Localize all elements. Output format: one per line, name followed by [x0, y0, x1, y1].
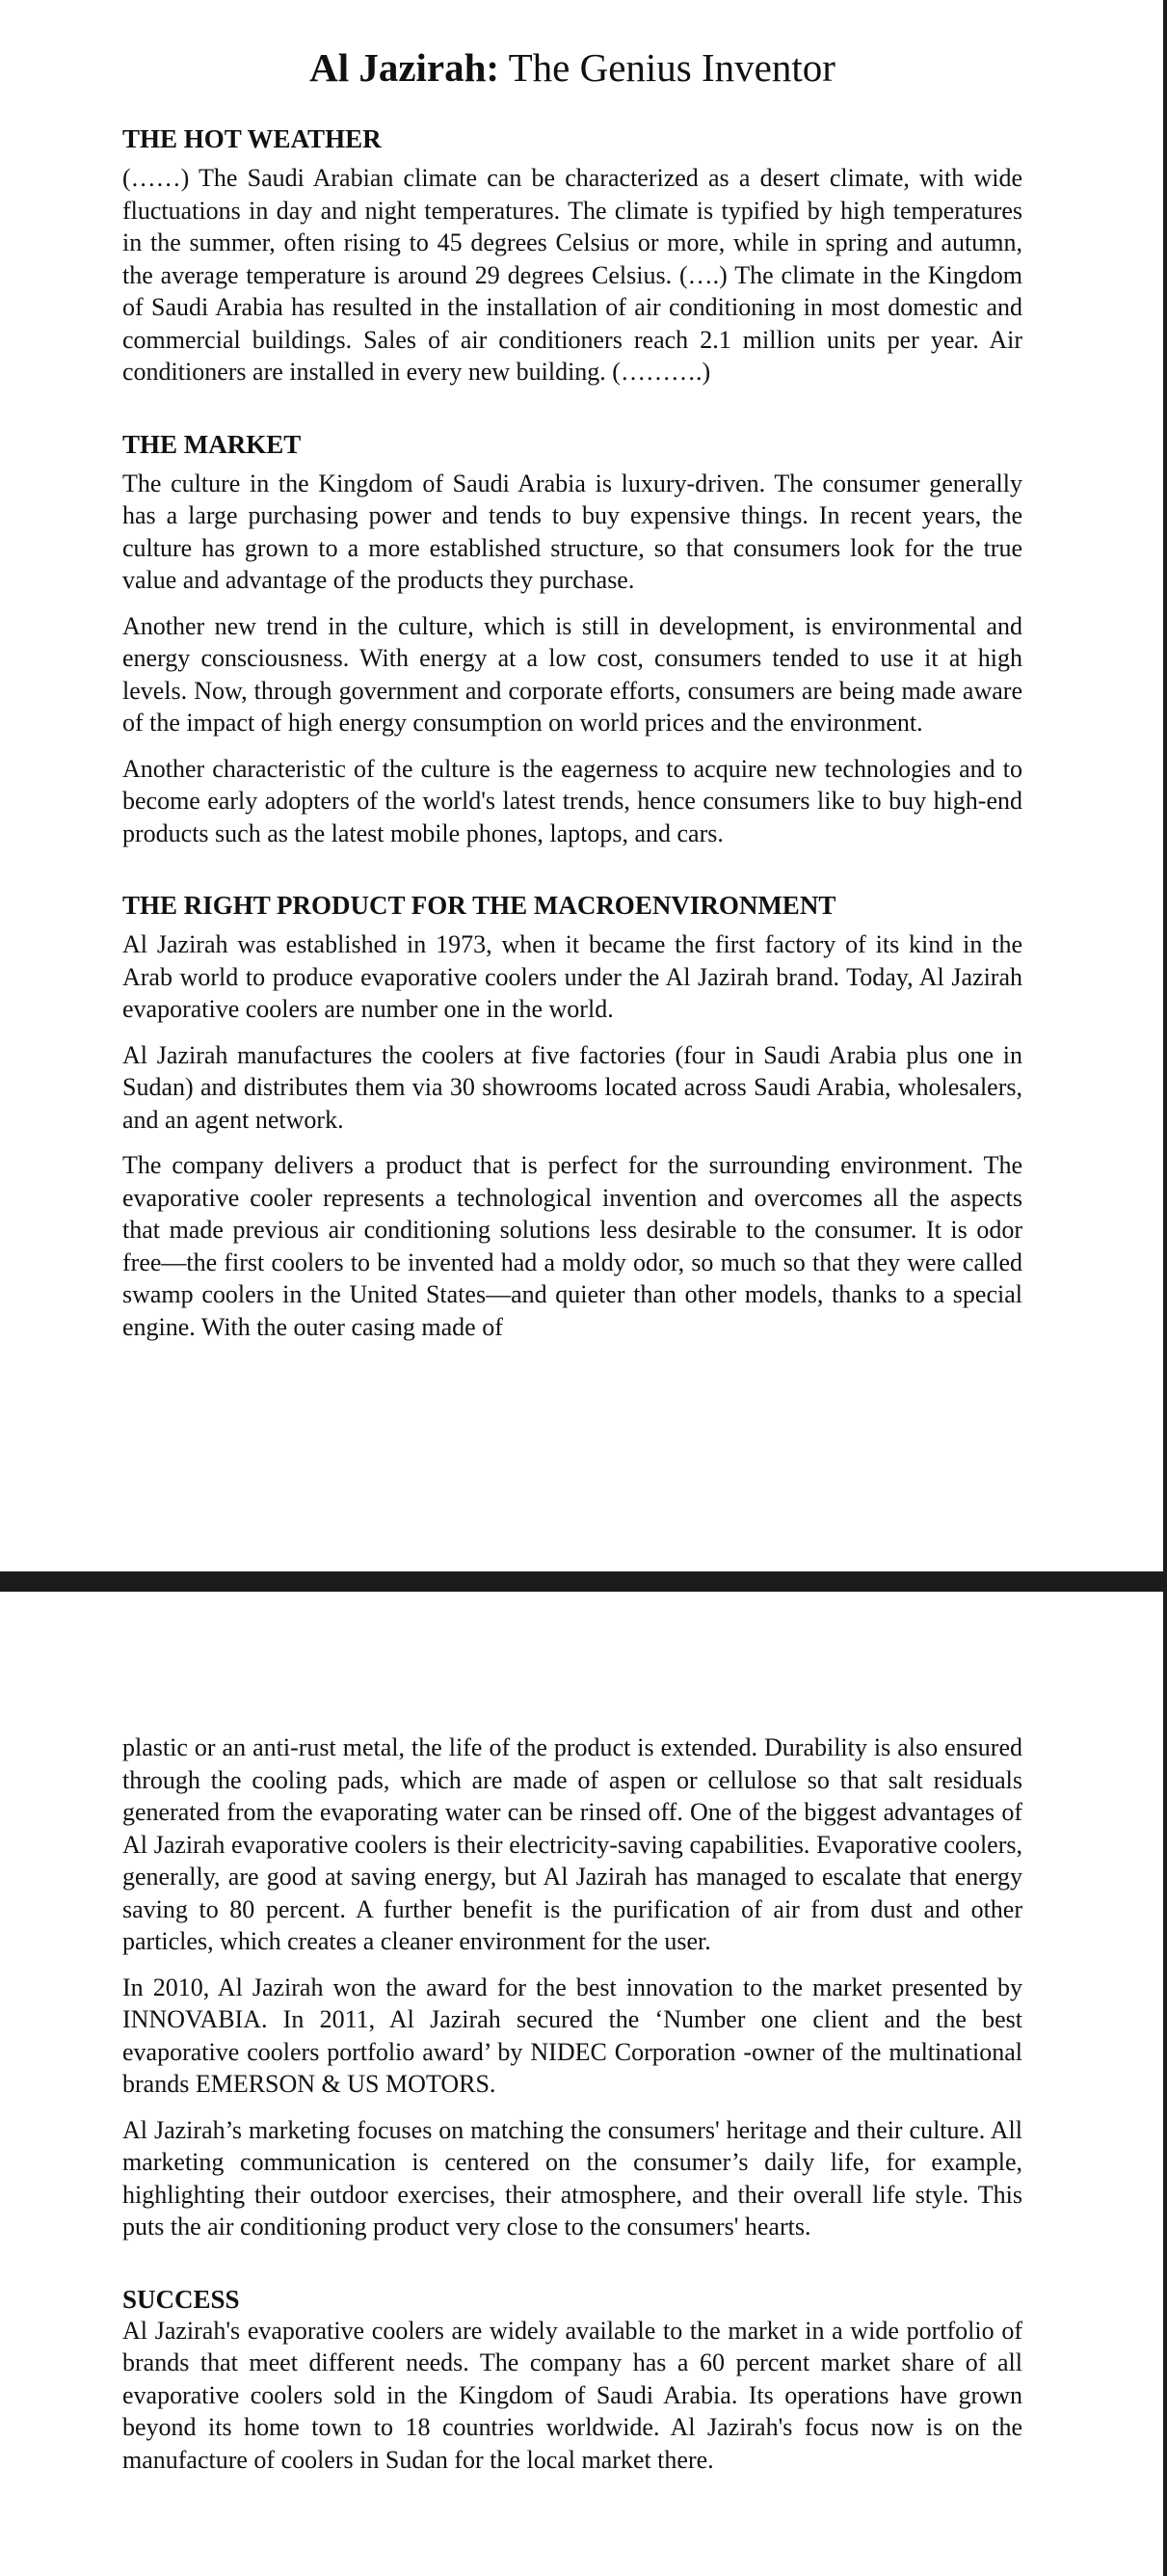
paragraph: Another characteristic of the culture is the eagerness to acquire new technologies and to become early adopters of the world's latest trends, hence consumers like to buy high-end products such as the latest mobile phones, laptops, and cars. [122, 754, 1022, 847]
section-heading: THE RIGHT PRODUCT FOR THE MACROENVIRONMENT [122, 891, 836, 920]
paragraph: Al Jazirah’s marketing focuses on matching the consumers' heritage and their culture. All marketing communication is centered on the consumer’s daily life, for example, highlighting their outdoor exercises, their atmosphere, and their overall life style. This puts the air conditioning product very close to the consumers' hearts. [122, 2115, 1022, 2241]
paragraph: The company delivers a product that is perfect for the surrounding environment. The evaporative cooler represents a technological invention and overcomes all the aspects that made previous air conditioning solutions less desirable to the consumer. It is odor free—the first coolers to be invented had a moldy odor, so much so that they were called swamp coolers in the United States—and quieter than other models, thanks to a special engine. With the outer casing made of [122, 1151, 1022, 1341]
section-success [122, 2284, 1022, 2477]
section-heading: THE HOT WEATHER [122, 124, 382, 153]
page-2 [122, 1731, 1022, 2489]
page-break-divider [0, 1571, 1167, 1592]
page-1 [122, 37, 1022, 1356]
section-right-product [122, 890, 1022, 1343]
paragraph: The culture in the Kingdom of Saudi Arabia is luxury-driven. The consumer generally has a large purchasing power and tends to buy expensive things. In recent years, the culture has grown to a more established structure, so that consumers look for the true value and advantage of the products they purchase. [122, 469, 1022, 594]
title-bold: Al Jazirah: [309, 45, 500, 90]
section-market [122, 429, 1022, 850]
paragraph: plastic or an anti-rust metal, the life of the product is extended. Durability is also ensured through the cooling pads, which are made of aspen or cellulose so that salt residuals generated from the evaporating water can be rinsed off. One of the biggest advantages of Al Jazirah evaporative coolers is their electricity-saving capabilities. Evaporative coolers, generally, are good at saving energy, but Al Jazirah has managed to escalate that energy saving to 80 percent. A further benefit is the purification of air from dust and other particles, which creates a cleaner environment for the user. [122, 1733, 1022, 1955]
section-heading: THE MARKET [122, 429, 302, 459]
section-heading: SUCCESS [122, 2284, 240, 2314]
paragraph: (……) The Saudi Arabian climate can be characterized as a desert climate, with wide fluctuations in day and night temperatures. The climate is typified by high temperatures in the summer, often rising to 45 degrees Celsius or more, while in spring and autumn, the average temperature is around 29 degrees Celsius. (….) The climate in the Kingdom of Saudi Arabia has resulted in the installation of air conditioning in most domestic and commercial buildings. Sales of air conditioners reach 2.1 million units per year. Air conditioners are installed in every new building. (……….) [122, 164, 1022, 386]
paragraph: In 2010, Al Jazirah won the award for the best innovation to the market presented by INNOVABIA. In 2011, Al Jazirah secured the ‘Number one client and the best evaporative coolers portfolio award’ by NIDEC Corporation -owner of the multinational brands EMERSON & US MOTORS. [122, 1972, 1022, 2098]
page-right-edge [1163, 0, 1167, 2576]
paragraph: Another new trend in the culture, which is still in development, is environmental and energy consciousness. With energy at a low cost, consumers tended to use it at high levels. Now, through government and corporate efforts, consumers are being made aware of the impact of high energy consumption on world prices and the environment. [122, 611, 1022, 737]
paragraph: Al Jazirah was established in 1973, when it became the first factory of its kind in the Arab world to produce evaporative coolers under the Al Jazirah brand. Today, Al Jazirah evaporative coolers are number one in the world. [122, 930, 1022, 1023]
paragraph: Al Jazirah's evaporative coolers are widely available to the market in a wide portfolio of brands that meet different needs. The company has a 60 percent market share of all evaporative coolers sold in the Kingdom of Saudi Arabia. Its operations have grown beyond its home town to 18 countries worldwide. Al Jazirah's focus now is on the manufacture of coolers in Sudan for the local market there. [122, 2316, 1022, 2474]
title-rest: The Genius Inventor [499, 45, 835, 90]
section-right-product-continued [122, 1731, 1022, 2243]
document-title [122, 37, 1022, 98]
section-hot-weather [122, 123, 1022, 389]
paragraph: Al Jazirah manufactures the coolers at five factories (four in Saudi Arabia plus one in Sudan) and distributes them via 30 showrooms located across Saudi Arabia, wholesalers, and an agent network. [122, 1040, 1022, 1134]
